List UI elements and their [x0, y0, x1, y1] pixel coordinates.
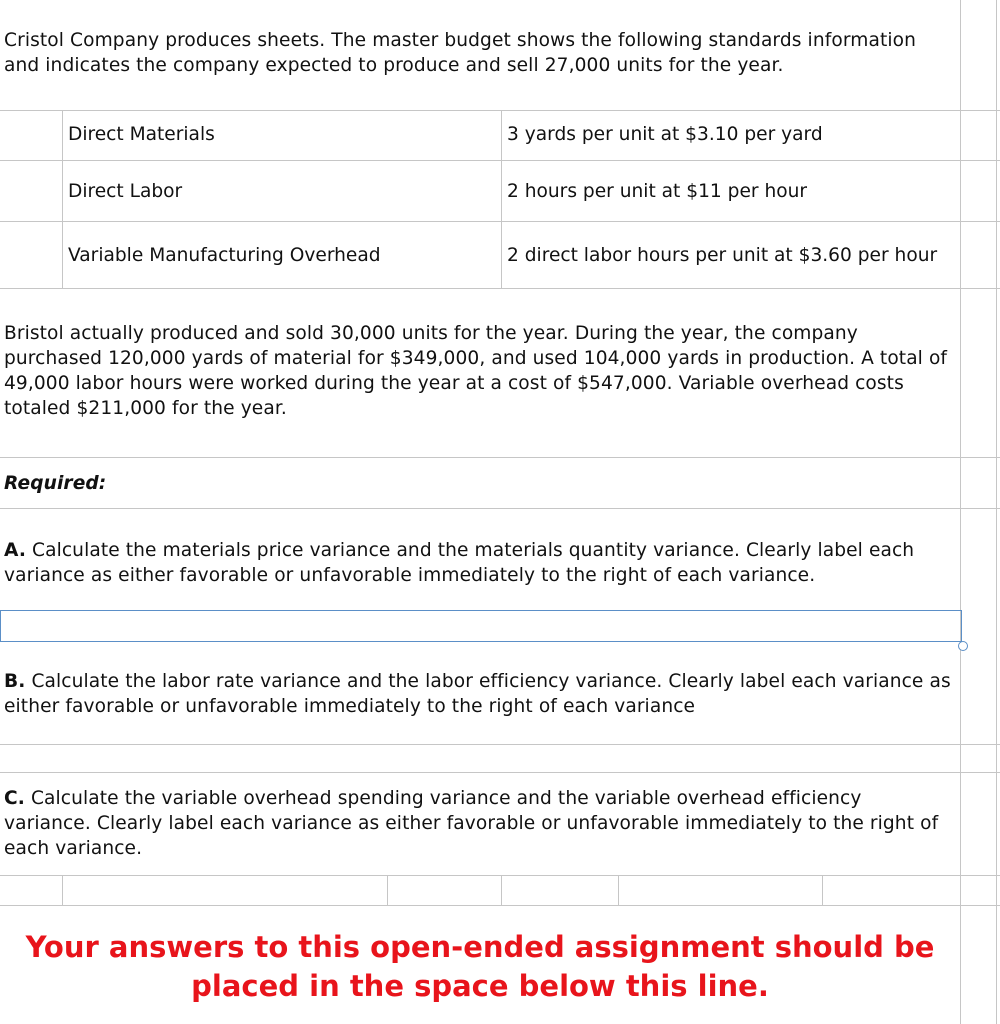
grid-row-line: [0, 744, 1000, 745]
question-b-text: Calculate the labor rate variance and the labor efficiency variance. Clearly label each variance as either favorable or unfavorable immediately to the right of each variance: [4, 671, 951, 717]
required-label: Required:: [4, 473, 107, 494]
grid-row-line: [0, 905, 1000, 906]
grid-row-line: [0, 457, 1000, 458]
actual-results-paragraph: Bristol actually produced and sold 30,000 units for the year. During the year, the company purchased 120,000 yards of material for $349,000, and used 104,000 yards in production. A total of 49,000 labor hours were worked during the year at a cost of $547,000. Variable overhead costs totaled $211,000 for the year.: [4, 323, 948, 419]
standard-item-materials[interactable]: Direct Materials: [68, 124, 215, 145]
grid-row-line: [0, 221, 1000, 222]
grid-row-line: [0, 288, 1000, 289]
grid-row-line: [0, 508, 1000, 509]
grid-row-line: [0, 110, 1000, 111]
grid-col-line: [387, 875, 388, 905]
answer-space-notice: Your answers to this open-ended assignment should be placed in the space below this line.: [25, 930, 935, 1003]
grid-col-right-1: [960, 0, 961, 1024]
question-b-letter: B.: [4, 671, 26, 692]
standard-value-labor[interactable]: 2 hours per unit at $11 per hour: [507, 181, 808, 202]
grid-col-right-2: [996, 0, 997, 1024]
standard-value-materials[interactable]: 3 yards per unit at $3.10 per yard: [507, 124, 823, 145]
grid-col-line: [501, 110, 502, 288]
question-c-text: Calculate the variable overhead spending variance and the variable overhead efficiency variance. Clearly label each variance as either favorable or unfavorable immediately to the right of each variance.: [4, 788, 939, 859]
grid-row-line: [0, 772, 1000, 773]
grid-col-line: [618, 875, 619, 905]
grid-row-line: [0, 160, 1000, 161]
grid-col-line: [62, 110, 63, 288]
standard-item-overhead[interactable]: Variable Manufacturing Overhead: [68, 245, 381, 266]
grid-col-line: [62, 875, 63, 905]
intro-paragraph: Cristol Company produces sheets. The master budget shows the following standards information and indicates the company expected to produce and sell 27,000 units for the year.: [4, 30, 916, 76]
grid-row-line: [0, 875, 1000, 876]
question-b: [4, 669, 954, 719]
standard-value-overhead[interactable]: 2 direct labor hours per unit at $3.60 per hour: [507, 245, 938, 266]
standard-item-labor[interactable]: Direct Labor: [68, 181, 183, 202]
question-c: [4, 786, 954, 861]
question-a-letter: A.: [4, 540, 26, 561]
question-a: [4, 538, 954, 588]
question-c-letter: C.: [4, 788, 25, 809]
selection-fill-handle[interactable]: [958, 641, 968, 651]
selected-cell[interactable]: [0, 610, 962, 642]
grid-col-line: [501, 875, 502, 905]
question-a-text: Calculate the materials price variance and the materials quantity variance. Clearly label each variance as either favorable or unfavorable immediately to the right of each variance.: [4, 540, 915, 586]
grid-col-line: [822, 875, 823, 905]
